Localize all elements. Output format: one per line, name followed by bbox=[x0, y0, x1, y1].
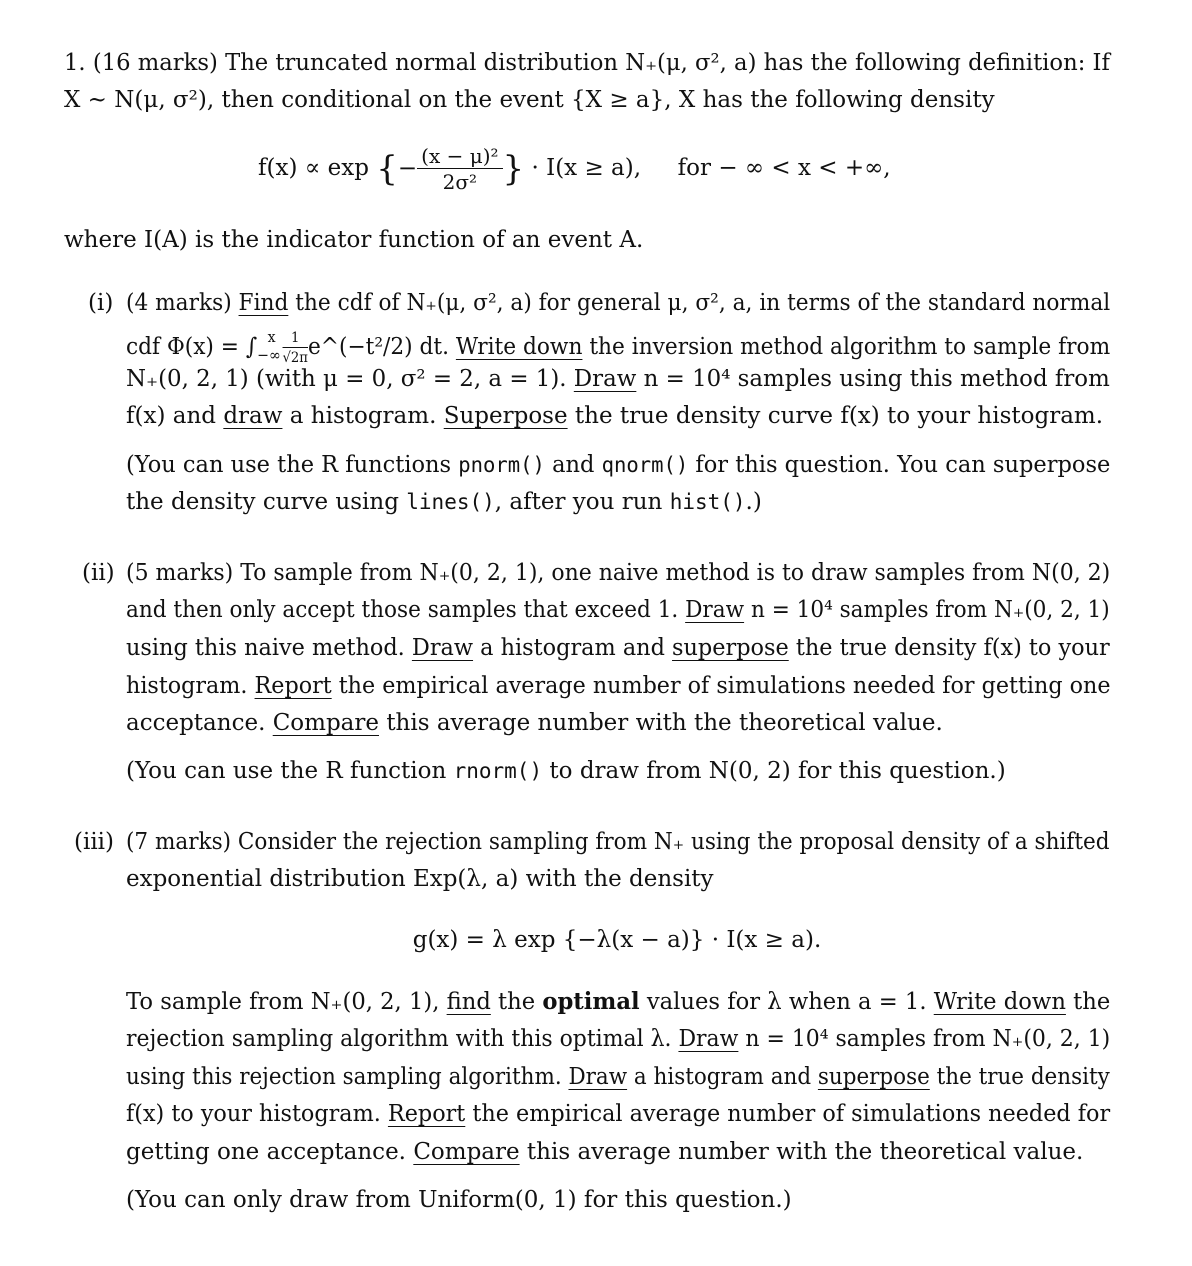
part-ii-line-3-b: a histogram and bbox=[480, 635, 665, 661]
part-ii-label: (ii) bbox=[82, 560, 115, 586]
part-i-line-2-rest: the inversion method algorithm to sample from bbox=[589, 334, 1111, 360]
part-i-note-d: the density curve using bbox=[126, 489, 399, 515]
part-ii-line-5-a: acceptance. bbox=[126, 710, 266, 736]
part-ii-report: Report bbox=[254, 673, 332, 699]
part-ii-line-4-a: histogram. bbox=[126, 673, 248, 699]
density-fraction bbox=[417, 146, 502, 192]
part-i-note-line-2 bbox=[126, 491, 762, 514]
part-iii-draw: Draw bbox=[678, 1026, 739, 1052]
part-ii-note-b: to draw from N(0, 2) for this question.) bbox=[549, 758, 1006, 784]
part-iii-p5-a: getting one acceptance. bbox=[126, 1139, 406, 1165]
part-ii-line-3-a: using this naive method. bbox=[126, 635, 405, 661]
part-i-note-b: and bbox=[552, 452, 595, 478]
part-iii-p2-b: n = 10⁴ samples from N₊(0, 2, 1) bbox=[745, 1026, 1111, 1052]
g-formula: g(x) = λ exp {−λ(x − a)} · I(x ≥ a). bbox=[412, 927, 822, 953]
part-ii-note bbox=[126, 760, 1006, 783]
part-i-line-1-rest: the cdf of N₊(μ, σ², a) for general μ, σ², a, in terms of the standard normal bbox=[295, 290, 1111, 316]
part-i-note-c: for this question. You can superpose bbox=[695, 452, 1111, 478]
part-i-line-4 bbox=[126, 405, 1103, 428]
part-iii-p4-b: the empirical average number of simulations needed for bbox=[472, 1101, 1111, 1127]
code-qnorm: qnorm() bbox=[601, 453, 689, 477]
part-ii-compare: Compare bbox=[272, 710, 379, 736]
density-indicator: · I(x ≥ a), bbox=[531, 155, 642, 181]
where-line bbox=[64, 229, 643, 252]
part-i-write-down: Write down bbox=[455, 334, 583, 360]
part-iii-note: (You can only draw from Uniform(0, 1) for this question.) bbox=[126, 1187, 792, 1213]
part-i-marks: (4 marks) bbox=[126, 290, 232, 316]
code-rnorm: rnorm() bbox=[453, 759, 543, 783]
part-i-draw: Draw bbox=[573, 366, 637, 392]
part-i-note-a: (You can use the R functions bbox=[126, 452, 452, 478]
part-iii-p1-b: the bbox=[498, 989, 536, 1015]
part-ii-note-a: (You can use the R function bbox=[126, 758, 447, 784]
part-i-line-1 bbox=[126, 292, 1110, 315]
part-ii-line-5-b: this average number with the theoretical value. bbox=[386, 710, 943, 736]
part-ii-line-2-b: n = 10⁴ samples from N₊(0, 2, 1) bbox=[750, 597, 1110, 623]
problem-intro-text-2: X ~ N(μ, σ²), then conditional on the event {X ≥ a}, X has the following density bbox=[64, 87, 995, 113]
part-i-find: Find bbox=[238, 290, 289, 316]
part-ii-draw: Draw bbox=[685, 597, 745, 623]
part-iii-p1-d: the bbox=[1073, 989, 1111, 1015]
part-iii-p4-a: f(x) to your histogram. bbox=[126, 1101, 381, 1127]
part-i-line-3-b: n = 10⁴ samples using this method from bbox=[643, 366, 1110, 392]
part-iii-para-line-2 bbox=[126, 1028, 1110, 1051]
part-i-cdf-tail: e^(−t²/2) dt. bbox=[307, 334, 449, 360]
part-iii-para-line-5 bbox=[126, 1141, 1083, 1164]
part-i-cdf-prefix: cdf Φ(x) = ∫ bbox=[126, 334, 258, 360]
density-formula: f(x) ∝ exp {− $\frac{\text{(x − μ)²}}{\text{2σ²}}$ } · I(x ≥ a), for − ∞ < x < +∞, bbox=[258, 144, 891, 194]
part-iii-p3-b: a histogram and bbox=[633, 1064, 812, 1090]
part-i-note-f: .) bbox=[745, 489, 762, 515]
part-iii-superpose: superpose bbox=[817, 1064, 930, 1090]
part-iii-p1-a: To sample from N₊(0, 2, 1), bbox=[126, 989, 440, 1015]
part-iii-line-1: (7 marks) Consider the rejection sampling from N₊ using the proposal density of a shifted bbox=[126, 829, 1110, 855]
part-i-line-4-a: f(x) and bbox=[126, 403, 216, 429]
part-ii-line-2-a: and then only accept those samples that exceed 1. bbox=[126, 597, 679, 623]
part-iii-p5-b: this average number with the theoretical value. bbox=[526, 1139, 1084, 1165]
part-i-line-2: cdf $\Phi(x) = \int_{-\infty}^x$ $\frac{1}{√2\pi}$ e^(−t²/2) dt. Write down the inversion method algorithm to sample from bbox=[126, 328, 1111, 366]
part-i-cdf-frac-num: 1 bbox=[282, 331, 307, 348]
part-iii-p2-a: rejection sampling algorithm with this optimal λ. bbox=[126, 1026, 672, 1052]
part-iii-compare: Compare bbox=[413, 1139, 520, 1165]
density-numerator: (x − μ)² bbox=[417, 146, 502, 169]
part-iii-para-line-1 bbox=[126, 990, 1110, 1014]
part-i-cdf-fraction bbox=[282, 331, 307, 365]
density-range: for − ∞ < x < +∞, bbox=[677, 155, 891, 181]
part-i-label: (i) bbox=[88, 290, 114, 316]
part-iii-label: (iii) bbox=[74, 829, 115, 855]
problem-marks: (16 marks) bbox=[92, 50, 218, 76]
part-i-cdf-frac-den: √2π bbox=[282, 350, 308, 366]
part-ii-draw-2: Draw bbox=[411, 635, 474, 661]
part-ii-line-3 bbox=[126, 637, 1110, 660]
part-ii-line-2 bbox=[126, 599, 1110, 622]
part-ii-line-4-b: the empirical average number of simulations needed for getting one bbox=[338, 673, 1111, 699]
problem-intro-text-1: The truncated normal distribution N₊(μ, σ², a) has the following definition: If bbox=[225, 50, 1110, 76]
part-iii-report: Report bbox=[387, 1101, 466, 1127]
part-i-note-e: , after you run bbox=[494, 489, 663, 515]
part-iii-p3-c: the true density bbox=[936, 1064, 1110, 1090]
part-iii-draw-2: Draw bbox=[568, 1064, 628, 1090]
problem-number: 1. bbox=[64, 50, 86, 76]
part-iii-find: find bbox=[446, 989, 491, 1015]
part-ii-line-4 bbox=[126, 675, 1110, 698]
part-iii-line-2: exponential distribution Exp(λ, a) with the density bbox=[126, 866, 714, 892]
part-ii-line-1: (5 marks) To sample from N₊(0, 2, 1), one naive method is to draw samples from N(0, 2) bbox=[126, 560, 1111, 586]
density-lhs: f(x) ∝ exp bbox=[258, 155, 369, 181]
problem-intro-line-1 bbox=[64, 52, 1110, 75]
part-iii-write-down: Write down bbox=[933, 989, 1066, 1015]
code-pnorm: pnorm() bbox=[458, 453, 545, 477]
part-i-superpose: Superpose bbox=[443, 403, 568, 429]
part-iii-p1-c: values for λ when a = 1. bbox=[646, 989, 927, 1015]
part-i-line-4-c: the true density curve f(x) to your histogram. bbox=[574, 403, 1104, 429]
part-ii-superpose: superpose bbox=[672, 635, 789, 661]
part-iii-p3-a: using this rejection sampling algorithm. bbox=[126, 1064, 562, 1090]
problem-intro-line-2 bbox=[64, 89, 995, 112]
part-i-line-3 bbox=[126, 368, 1110, 391]
density-denominator: 2σ² bbox=[442, 170, 478, 194]
part-i-draw-2: draw bbox=[223, 403, 283, 429]
part-ii-line-3-c: the true density f(x) to your bbox=[795, 635, 1110, 661]
code-hist: hist() bbox=[669, 490, 746, 514]
part-i-note-line-1 bbox=[126, 454, 1110, 477]
code-lines: lines() bbox=[406, 490, 495, 514]
part-iii-para-line-4 bbox=[126, 1103, 1110, 1126]
part-i-line-4-b: a histogram. bbox=[289, 403, 437, 429]
part-i-line-3-a: N₊(0, 2, 1) (with μ = 0, σ² = 2, a = 1). bbox=[126, 366, 567, 392]
part-iii-optimal: optimal bbox=[542, 988, 640, 1015]
part-ii-line-5 bbox=[126, 712, 943, 735]
where-text: where I(A) is the indicator function of an event A. bbox=[64, 227, 644, 253]
part-iii-para-line-3 bbox=[126, 1066, 1110, 1089]
